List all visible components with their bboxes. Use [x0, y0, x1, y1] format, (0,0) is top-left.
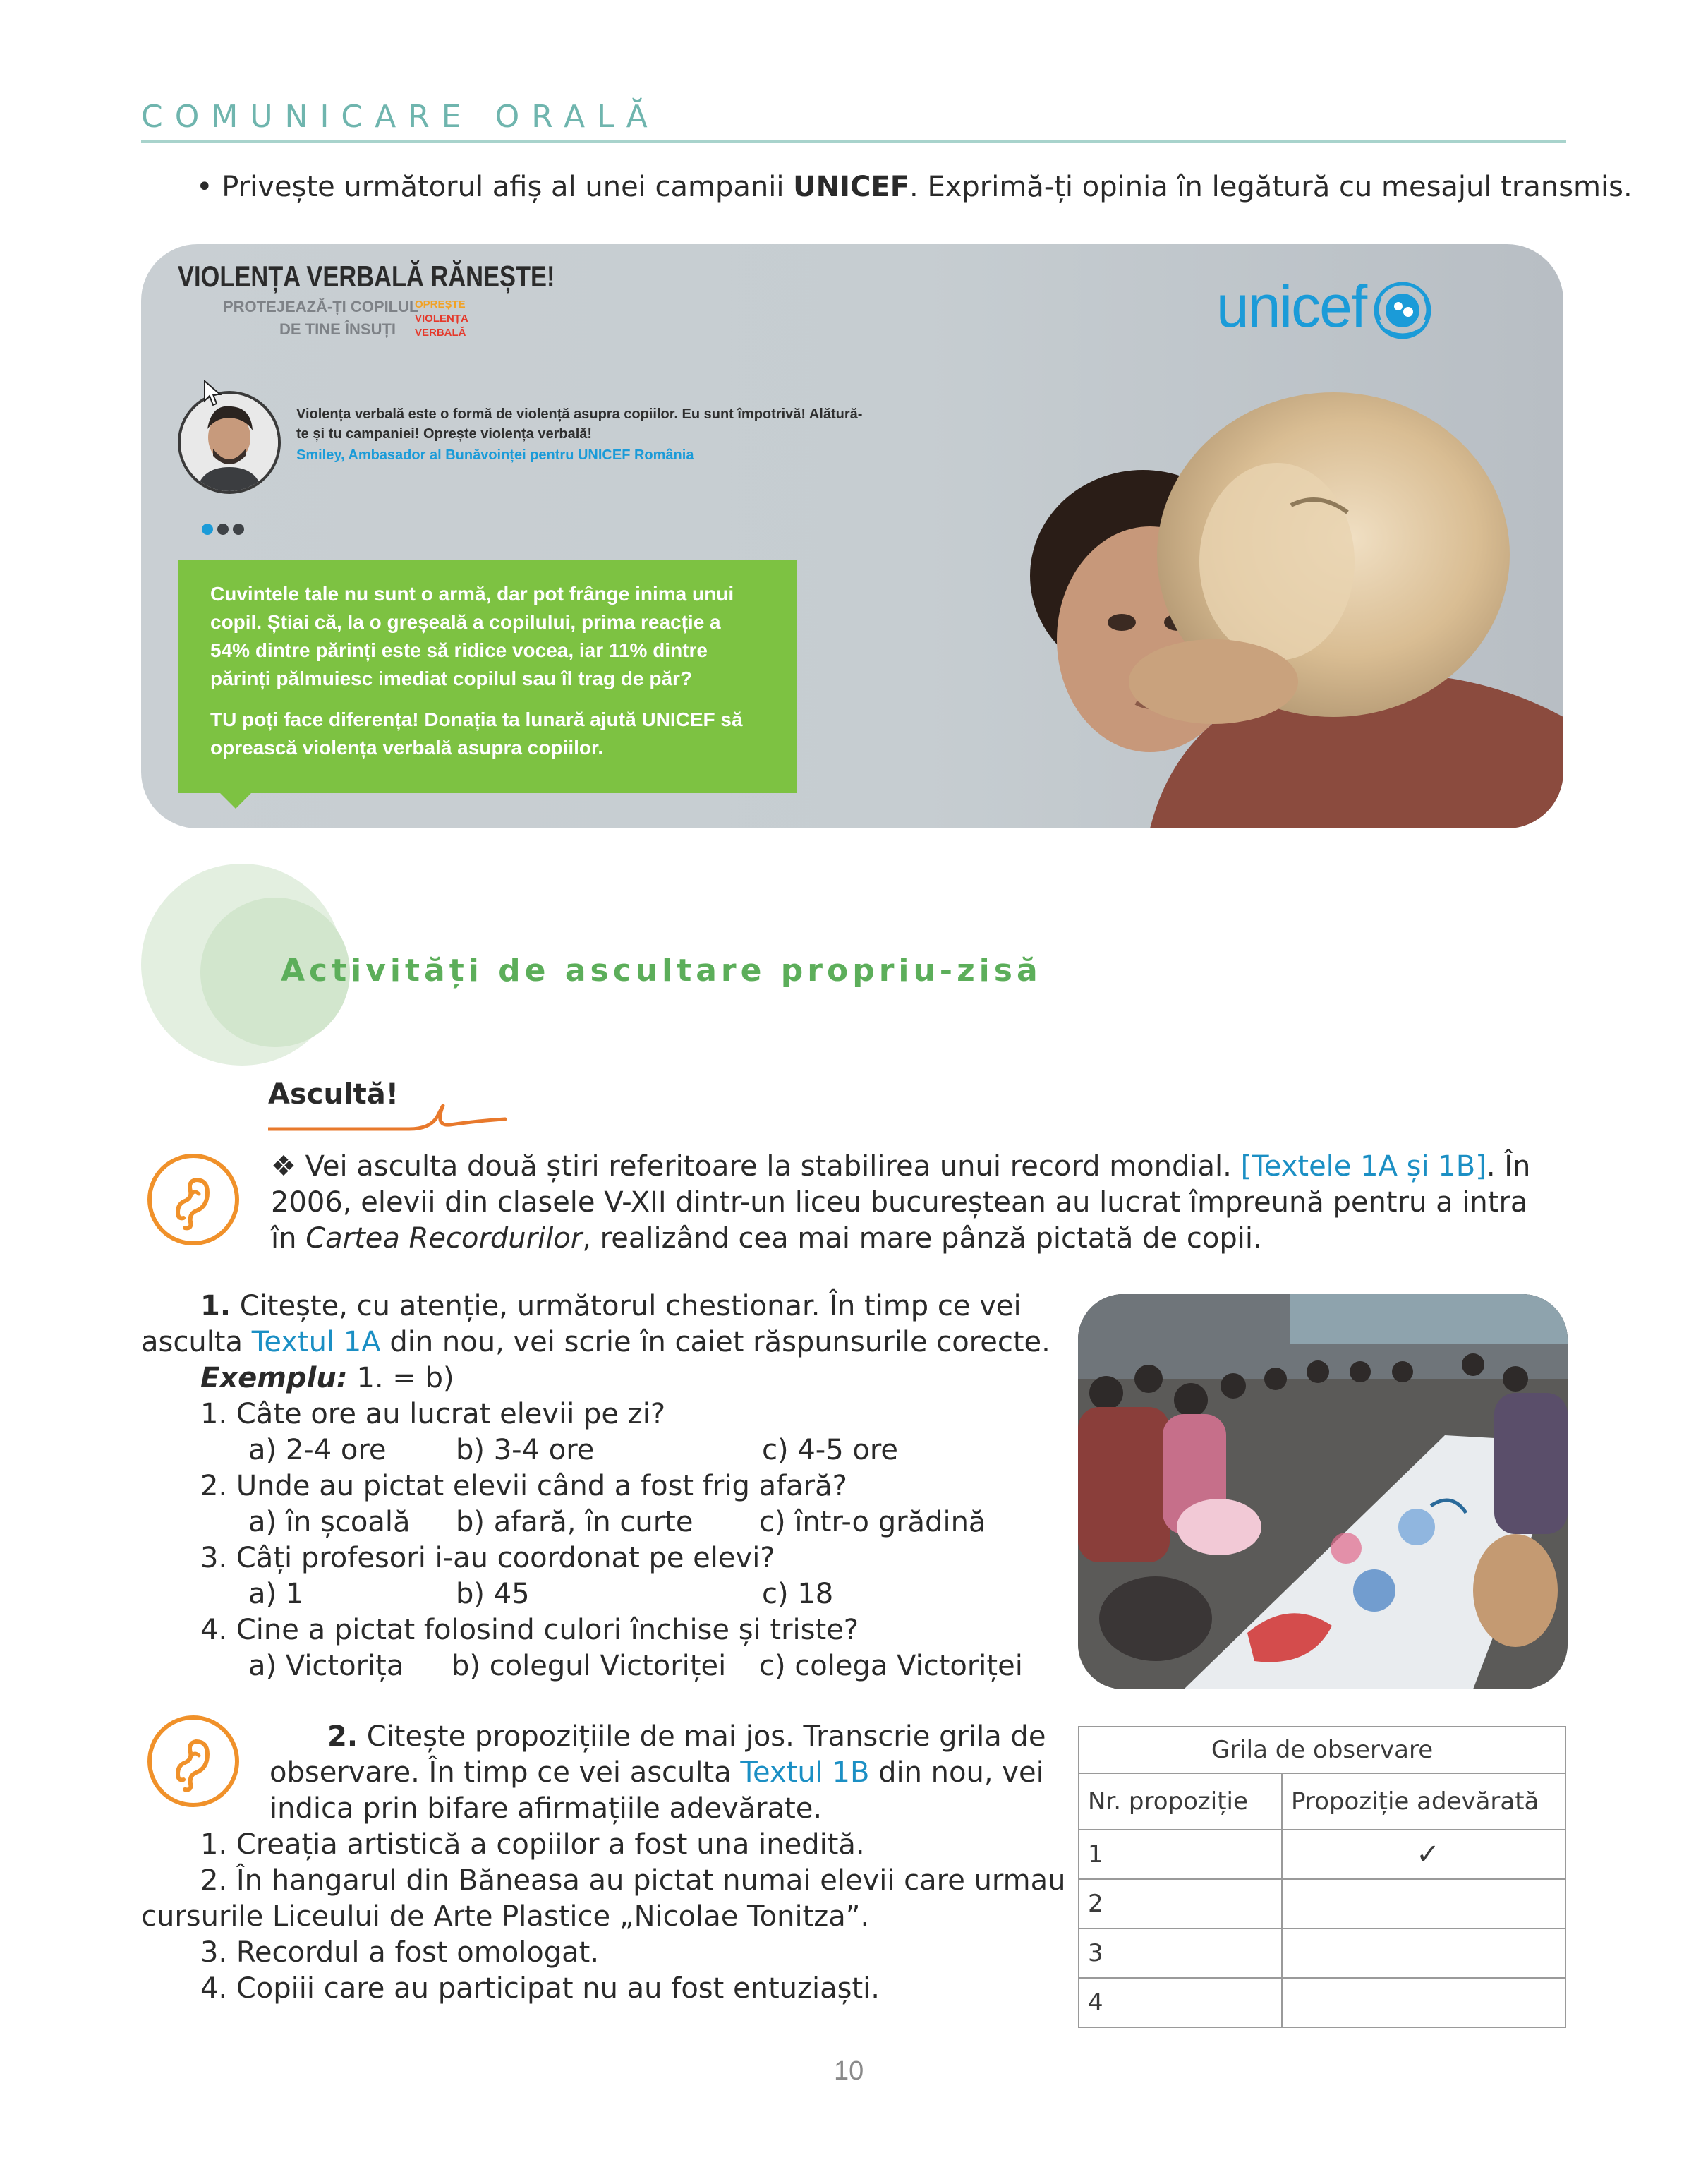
- grid-check-cell[interactable]: [1282, 1928, 1565, 1978]
- mother-child-photo: [995, 350, 1563, 828]
- ear-icon: [145, 1152, 241, 1248]
- unicef-poster: [141, 244, 1563, 828]
- statement: cursurile Liceului de Arte Plastice „Nicolae Tonitza”.: [141, 1900, 870, 1933]
- question: 1. Câte ore au lucrat elevii pe zi?: [200, 1398, 666, 1430]
- exercise-number: 1.: [200, 1290, 231, 1322]
- grid-row-number: 2: [1079, 1879, 1282, 1928]
- answer-option: b) 45: [456, 1578, 530, 1610]
- donation-message-box: [178, 560, 797, 793]
- exercise-text: Citește, cu atenție, următorul chestionar. În timp ce vei: [231, 1290, 1022, 1322]
- exercise-2: [141, 1719, 1066, 2007]
- observation-grid: [1078, 1726, 1566, 2028]
- question: 3. Câți profesori i-au coordonat pe elevi?: [200, 1542, 775, 1574]
- book-title: Cartea Recordurilor: [305, 1222, 583, 1255]
- children-painting-photo: [1078, 1294, 1568, 1689]
- answer-option: c) colega Victoriței: [759, 1650, 1023, 1682]
- box-text: oprească violența verbală asupra copiilor.: [210, 737, 604, 759]
- exercise-text: din nou, vei: [869, 1756, 1044, 1789]
- box-text: părinți pălmuiesc imediat copilul sau îl trag de păr?: [210, 668, 693, 689]
- unicef-logo-text: unicef: [1216, 273, 1367, 339]
- page-number: 10: [834, 2056, 864, 2086]
- exercise-text: din nou, vei scrie în caiet răspunsurile corecte.: [380, 1326, 1050, 1358]
- intro-bold: UNICEF: [793, 171, 910, 203]
- box-text: Cuvintele tale nu sunt o armă, dar pot frânge inima unui: [210, 583, 734, 605]
- ambassador-quote: te și tu campaniei! Oprește violența verbală!: [296, 426, 593, 442]
- intro-instruction: [196, 171, 1633, 203]
- grid-check-cell[interactable]: [1282, 1879, 1565, 1928]
- statement: 3. Recordul a fost omologat.: [200, 1936, 600, 1969]
- stamp-line: VIOLENȚA: [415, 313, 468, 325]
- box-text: copil. Știai că, la o greșeală a copilului, prima reacție a: [210, 611, 721, 633]
- carousel-dot[interactable]: [233, 524, 244, 535]
- unicef-globe-icon: [1370, 278, 1435, 343]
- poster-subtitle-1: PROTEJEAZĂ-ȚI COPILUL: [223, 298, 419, 315]
- speech-tail: [219, 792, 253, 809]
- answer-option: c) într-o grădină: [759, 1506, 986, 1538]
- answer-option: b) colegul Victoriței: [452, 1650, 727, 1682]
- underline-swirl: [268, 1095, 508, 1137]
- answer-option: a) 2-4 ore: [248, 1434, 387, 1466]
- grid-title: Grila de observare: [1079, 1727, 1565, 1773]
- activity-intro: [271, 1149, 1566, 1257]
- statement: 4. Copiii care au participat nu au fost entuziaști.: [200, 1972, 880, 2005]
- header-divider: [141, 140, 1566, 143]
- answer-option: c) 4-5 ore: [762, 1434, 899, 1466]
- ambassador-quote: Violența verbală este o formă de violență asupra copiilor. Eu sunt împotrivă! Alătură-: [296, 406, 863, 422]
- grid-column-header: Nr. propoziție: [1079, 1773, 1282, 1830]
- intro-text: . În: [1486, 1150, 1531, 1183]
- grid-column-header: Propoziție adevărată: [1282, 1773, 1565, 1830]
- question: 2. Unde au pictat elevii când a fost frig afară?: [200, 1470, 847, 1502]
- ambassador-avatar: [178, 391, 281, 494]
- exercise-number: 2.: [327, 1720, 358, 1753]
- cursor-icon: [203, 380, 224, 408]
- section-title: COMUNICARE ORALĂ: [141, 99, 660, 135]
- box-text: 54% dintre părinți este să ridice vocea, iar 11% dintre: [210, 639, 708, 661]
- carousel-dots[interactable]: [202, 524, 248, 538]
- statement: 1. Creația artistică a copiilor a fost una inedită.: [200, 1828, 865, 1861]
- exercise-text: Citește propozițiile de mai jos. Transcrie grila de: [358, 1720, 1046, 1753]
- grid-row-number: 1: [1079, 1830, 1282, 1879]
- example-value: 1. = b): [347, 1362, 454, 1394]
- answer-option: b) 3-4 ore: [456, 1434, 595, 1466]
- box-text: TU poți face diferența! Donația ta lunară ajută UNICEF să: [210, 708, 743, 730]
- statement: 2. În hangarul din Băneasa au pictat numai elevii care urmau: [200, 1864, 1066, 1897]
- check-icon[interactable]: ✓: [1282, 1830, 1565, 1879]
- answer-option: a) Victorița: [248, 1650, 404, 1682]
- activity-title: Activități de ascultare propriu-zisă: [281, 953, 1042, 989]
- grid-check-cell[interactable]: [1282, 1978, 1565, 2027]
- example-label: Exemplu:: [200, 1362, 348, 1394]
- exercise-text: asculta: [141, 1326, 252, 1358]
- answer-option: b) afară, în curte: [456, 1506, 694, 1538]
- intro-text: • Privește următorul afiș al unei campanii: [196, 171, 794, 203]
- intro-text-end: . Exprimă-ți opinia în legătură cu mesajul transmis.: [909, 171, 1633, 203]
- carousel-dot[interactable]: [202, 524, 213, 535]
- exercise-text: observare. În timp ce vei asculta: [269, 1756, 741, 1789]
- text-reference-link[interactable]: [Textele 1A și 1B]: [1240, 1150, 1486, 1183]
- exercise-text: indica prin bifare afirmațiile adevărate.: [269, 1792, 823, 1825]
- stamp-line: OPREȘTE: [415, 298, 466, 310]
- quote-author: Smiley, Ambasador al Bunăvoinței pentru UNICEF România: [296, 447, 694, 463]
- text-reference-link[interactable]: Textul 1B: [740, 1756, 870, 1789]
- carousel-dot[interactable]: [217, 524, 229, 535]
- intro-text: , realizând cea mai mare pânză pictată de copii.: [582, 1222, 1262, 1255]
- poster-subtitle-2: DE TINE ÎNSUȚI: [279, 320, 396, 338]
- listen-label: Ascultă!: [268, 1078, 399, 1111]
- stamp-line: VERBALĂ: [415, 327, 466, 339]
- poster-title: VIOLENȚA VERBALĂ RĂNEȘTE!: [178, 260, 555, 293]
- text-reference-link[interactable]: Textul 1A: [251, 1326, 381, 1358]
- answer-option: a) 1: [248, 1578, 304, 1610]
- intro-text: în: [271, 1222, 306, 1255]
- grid-row-number: 4: [1079, 1978, 1282, 2027]
- answer-option: c) 18: [762, 1578, 834, 1610]
- exercise-1: [141, 1288, 1051, 1684]
- question: 4. Cine a pictat folosind culori închise și triste?: [200, 1614, 859, 1646]
- poster-stamp: [415, 298, 478, 340]
- intro-text: ❖ Vei asculta două știri referitoare la stabilirea unui record mondial.: [271, 1150, 1241, 1183]
- intro-text: 2006, elevii din clasele V-XII dintr-un liceu bucureștean au lucrat împreună pentru a intra: [271, 1186, 1528, 1219]
- answer-option: a) în școală: [248, 1506, 411, 1538]
- grid-row-number: 3: [1079, 1928, 1282, 1978]
